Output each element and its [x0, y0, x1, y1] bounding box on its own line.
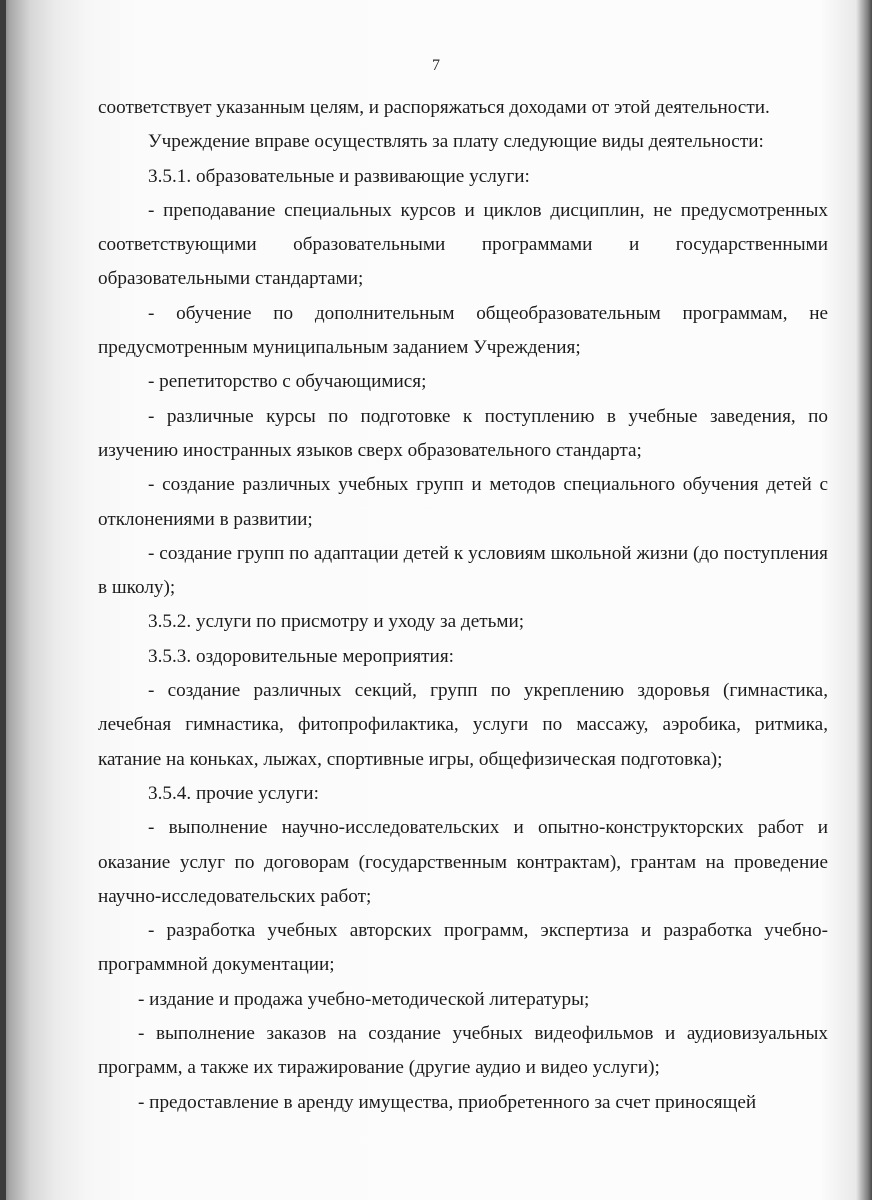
page-number: 7 — [432, 57, 440, 74]
list-item: - преподавание специальных курсов и циклов дисциплин, не предусмотренных соответствующими образовательными программами и государственными образовательными стандартами; — [98, 199, 828, 290]
paragraph: 3.5.2. услуги по присмотру и уходу за детьми; — [148, 611, 525, 633]
list-item: - выполнение заказов на создание учебных видеофильмов и аудиовизуальных программ, а также их тиражирование (другие аудио и видео услуги); — [98, 1023, 828, 1079]
paragraph: 3.5.1. образовательные и развивающие услуги: — [148, 165, 530, 187]
list-item: - репетиторство с обучающимися; — [148, 371, 427, 393]
paragraph: Учреждение вправе осуществлять за плату следующие виды деятельности: — [148, 131, 764, 153]
list-item: - разработка учебных авторских программ, экспертиза и разработка учебно-программной документации; — [98, 920, 828, 976]
list-item: - создание различных учебных групп и методов специального обучения детей с отклонениями в развитии; — [98, 474, 828, 530]
list-item: - различные курсы по подготовке к поступлению в учебные заведения, по изучению иностранных языков сверх образовательного стандарта; — [98, 405, 828, 461]
paragraph: 3.5.4. прочие услуги: — [148, 782, 319, 804]
list-item: - издание и продажа учебно-методической литературы; — [138, 988, 590, 1010]
list-item: - создание различных секций, групп по укреплению здоровья (гимнастика, лечебная гимнастика, фитопрофилактика, услуги по массажу, аэробика, ритмика, катание на коньках, лыжах, спортивные игры, общефизическая подготовка); — [98, 680, 828, 770]
paragraph: 3.5.3. оздоровительные мероприятия: — [148, 645, 454, 667]
list-item: - обучение по дополнительным общеобразовательным программам, не предусмотренным муниципальным заданием Учреждения; — [98, 302, 828, 359]
document-body — [98, 91, 828, 1120]
paragraph: соответствует указанным целям, и распоряжаться доходами от этой деятельности. — [98, 97, 770, 118]
list-item: - предоставление в аренду имущества, приобретенного за счет приносящей — [138, 1091, 757, 1113]
list-item: - выполнение научно-исследовательских и опытно-конструкторских работ и оказание услуг по договорам (государственным контрактам), грантам на проведение научно-исследовательских работ; — [98, 817, 828, 907]
list-item: - создание групп по адаптации детей к условиям школьной жизни (до поступления в школу); — [98, 542, 828, 599]
